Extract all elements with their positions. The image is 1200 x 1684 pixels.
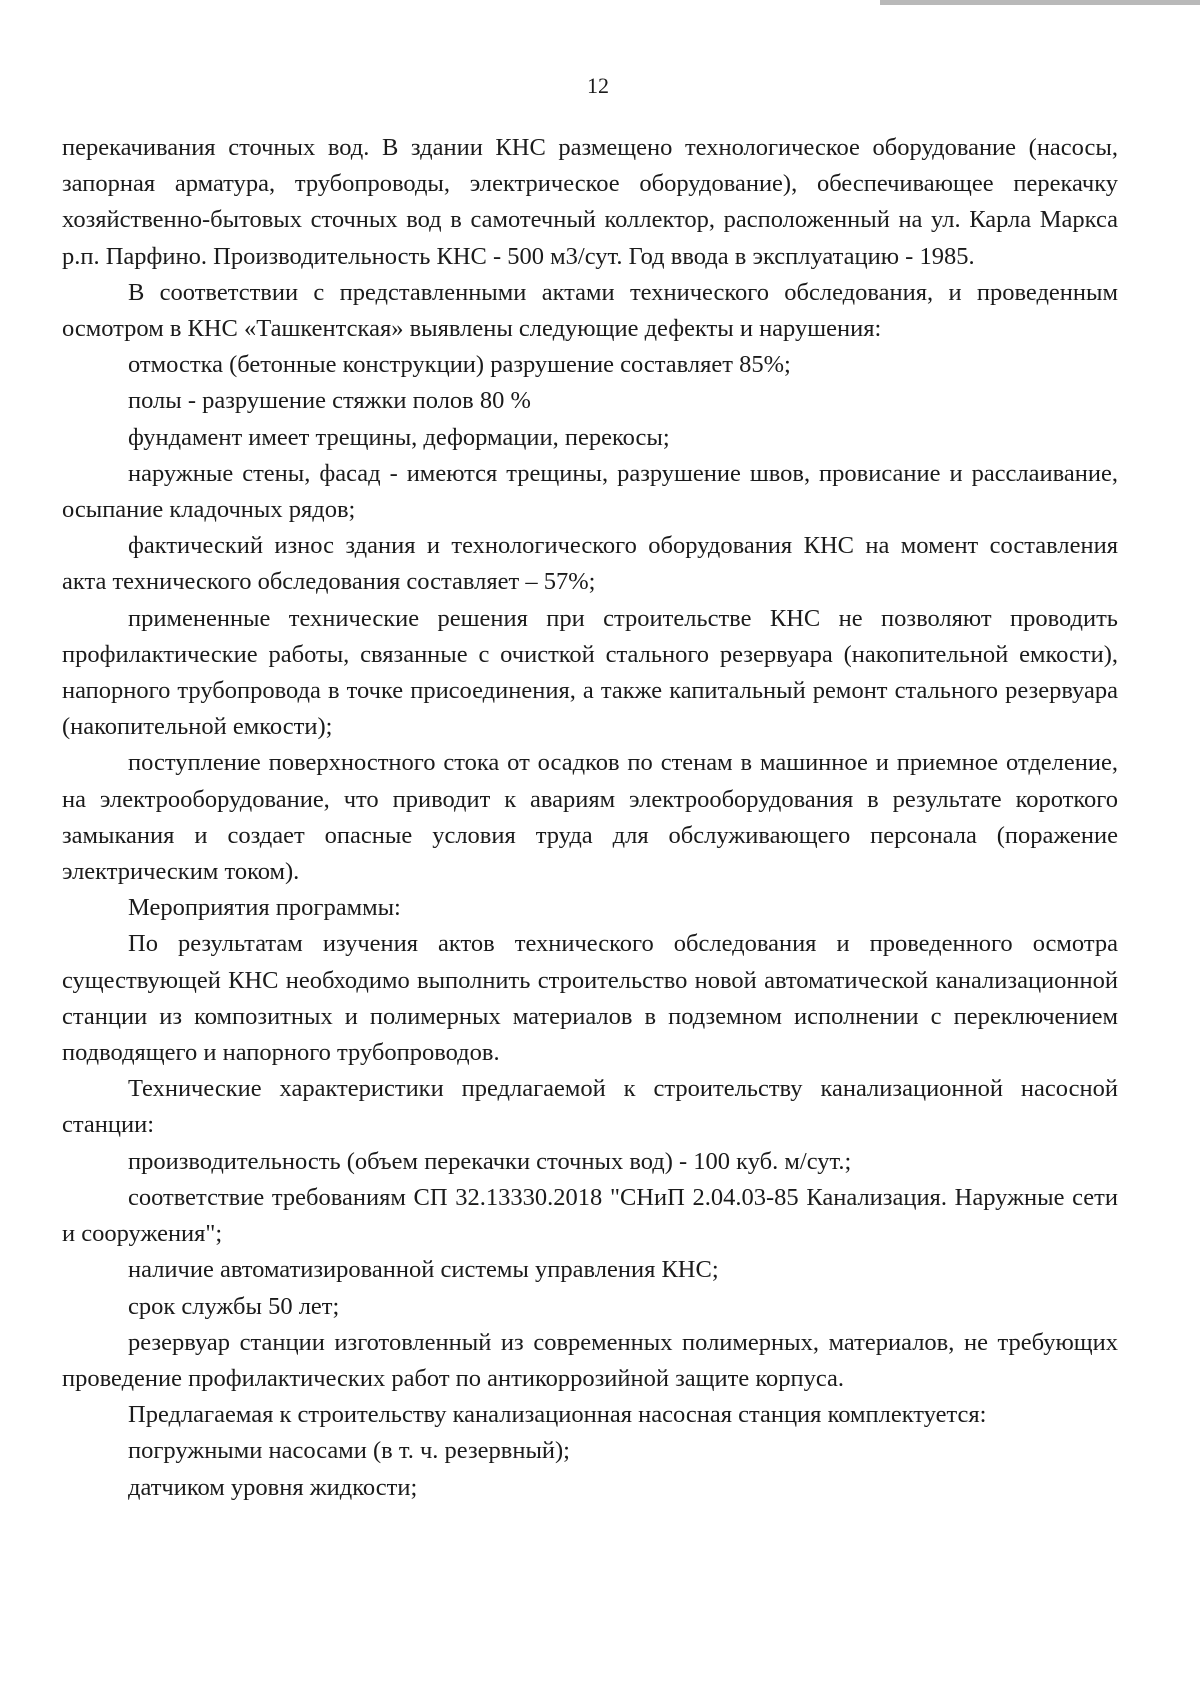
paragraph-defects-intro: В соответствии с представленными актами технического обследования, и проведенным осмотром в КНС «Ташкентская» выявлены следующие дефекты и нарушения: [62,278,1118,343]
paragraph-defect-wear: фактический износ здания и технологического оборудования КНС на момент составления акта технического обследования составляет – 57%; [62,532,1118,596]
paragraph-spec-reservoir: резервуар станции изготовленный из современных полимерных, материалов, не требующих проведение профилактических работ по антикоррозийной защите корпуса. [62,1328,1118,1392]
paragraph-program-measures-heading: Мероприятия программы: [128,894,401,922]
paragraph-spec-service-life: срок службы 50 лет; [128,1292,340,1320]
scan-edge-mark [880,0,1200,5]
paragraph-defect-technical-solutions: примененные технические решения при строительстве КНС не позволяют проводить профилактические работы, связанные с очисткой стального резервуара (накопительной емкости), напорного трубопровода в точке присоединения, а также капитальный ремонт стального резервуара (накопительной емкости); [62,604,1118,741]
paragraph-defect-blind-area: отмостка (бетонные конструкции) разрушение составляет 85%; [128,351,791,379]
page-number: 12 [587,73,609,98]
document-page [62,60,1118,1506]
paragraph-equipment-intro: Предлагаемая к строительству канализационная насосная станция комплектуется: [128,1401,987,1429]
paragraph-defect-foundation: фундамент имеет трещины, деформации, перекосы; [128,423,670,451]
paragraph-defect-surface-runoff: поступление поверхностного стока от осадков по стенам в машинное и приемное отделение, на электрооборудование, что приводит к авариям электрооборудования в результате короткого замыкания и создает опасные условия труда для обслуживающего персонала (поражение электрическим током). [62,749,1118,886]
paragraph-equipment-pumps: погружными насосами (в т. ч. резервный); [128,1437,570,1465]
paragraph-spec-automation: наличие автоматизированной системы управления КНС; [128,1256,719,1284]
paragraph-defect-walls: наружные стены, фасад - имеются трещины, разрушение швов, провисание и расслаивание, осыпание кладочных рядов; [62,459,1118,524]
paragraph-equipment-level-sensor: датчиком уровня жидкости; [128,1473,418,1501]
paragraph-pumping-station-description: перекачивания сточных вод. В здании КНС размещено технологическое оборудование (насосы, запорная арматура, трубопроводы, электрическое оборудование), обеспечивающее перекачку хозяйственно-бытовых сточных вод в самотечный коллектор, расположенный на ул. Карла Маркса р.п. Парфино. Производительность КНС - 500 м3/сут. Год ввода в эксплуатацию - 1985. [62,134,1118,270]
paragraph-program-measures: По результатам изучения актов технического обследования и проведенного осмотра существующей КНС необходимо выполнить строительство новой автоматической канализационной станции из композитных и полимерных материалов в подземном исполнении с переключением подводящего и напорного трубопроводов. [62,930,1118,1067]
paragraph-defect-floors: полы - разрушение стяжки полов 80 % [128,387,531,415]
paragraph-spec-capacity: производительность (объем перекачки сточных вод) - 100 куб. м/сут.; [128,1147,852,1175]
paragraph-spec-standard: соответствие требованиям СП 32.13330.2018 "СНиП 2.04.03-85 Канализация. Наружные сети и сооружения"; [62,1183,1118,1248]
paragraph-specs-intro: Технические характеристики предлагаемой к строительству канализационной насосной станции: [62,1075,1118,1139]
